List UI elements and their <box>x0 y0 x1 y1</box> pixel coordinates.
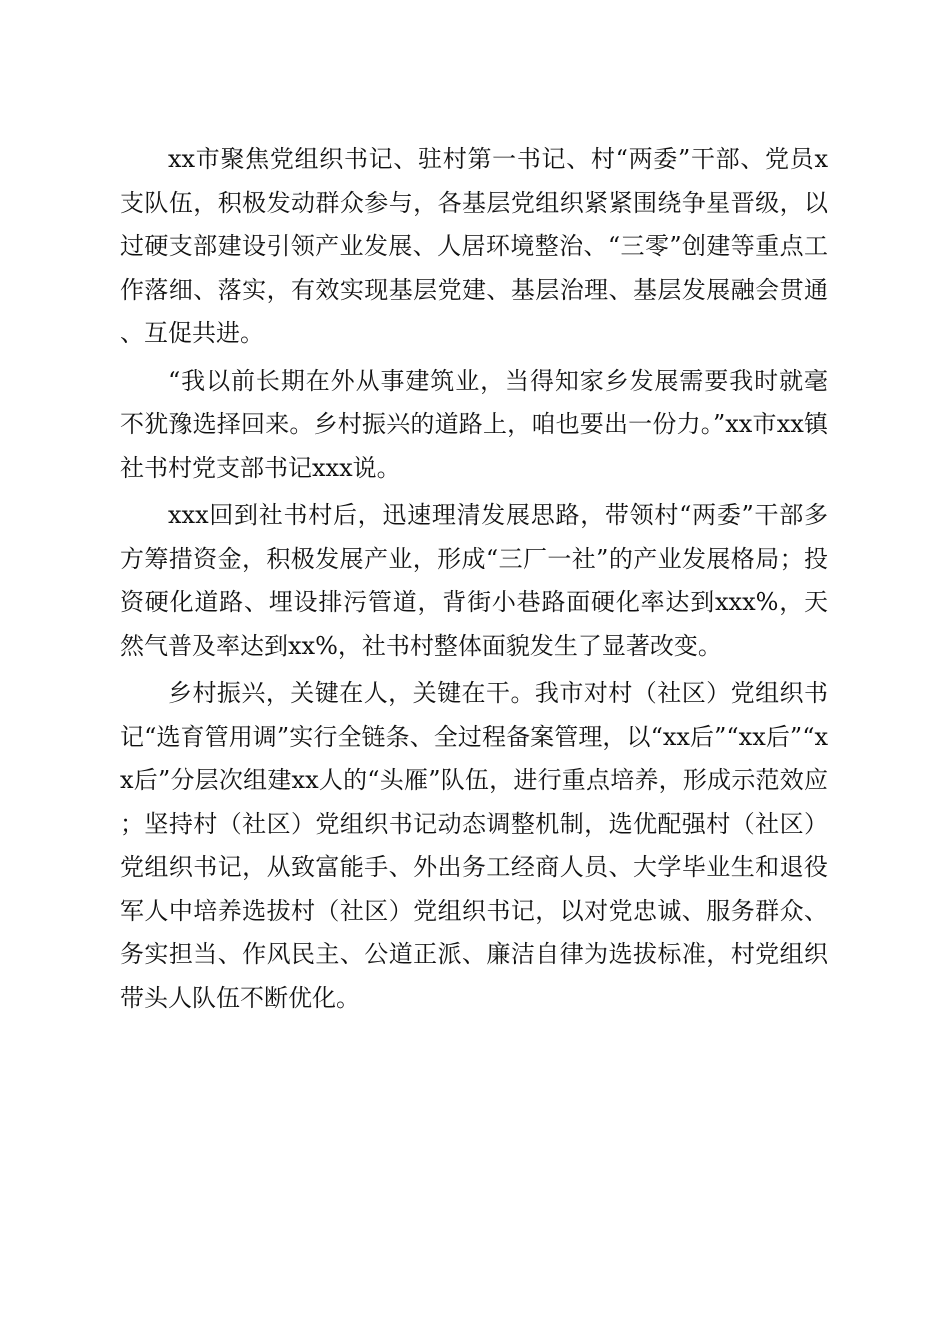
document-body <box>120 138 828 1024</box>
paragraph-3: xxx回到社书村后，迅速理清发展思路，带领村“两委”干部多方筹措资金，积极发展产业，形成“三厂一社”的产业发展格局；投资硬化道路、埋设排污管道，背街小巷路面硬化率达到xxx%，天然气普及率达到xx%，社书村整体面貌发生了显著改变。 <box>120 501 828 660</box>
paragraph-1: xx市聚焦党组织书记、驻村第一书记、村“两委”干部、党员x支队伍，积极发动群众参与，各基层党组织紧紧围绕争星晋级，以过硬支部建设引领产业发展、人居环境整治、“三零”创建等重点工作落细、落实，有效实现基层党建、基层治理、基层发展融会贯通、互促共进。 <box>120 145 828 347</box>
paragraph-2: “我以前长期在外从事建筑业，当得知家乡发展需要我时就毫不犹豫选择回来。乡村振兴的道路上，咱也要出一份力。”xx市xx镇社书村党支部书记xxx说。 <box>120 366 828 482</box>
paragraph-4: 乡村振兴，关键在人，关键在干。我市对村（社区）党组织书记“选育管用调”实行全链条、全过程备案管理，以“xx后”“xx后”“xx后”分层次组建xx人的“头雁”队伍，进行重点培养，形成示范效应；坚持村（社区）党组织书记动态调整机制，选优配强村（社区）党组织书记，从致富能手、外出务工经商人员、大学毕业生和退役军人中培养选拔村（社区）党组织书记，以对党忠诚、服务群众、务实担当、作风民主、公道正派、廉洁自律为选拔标准，村党组织带头人队伍不断优化。 <box>120 679 828 1012</box>
